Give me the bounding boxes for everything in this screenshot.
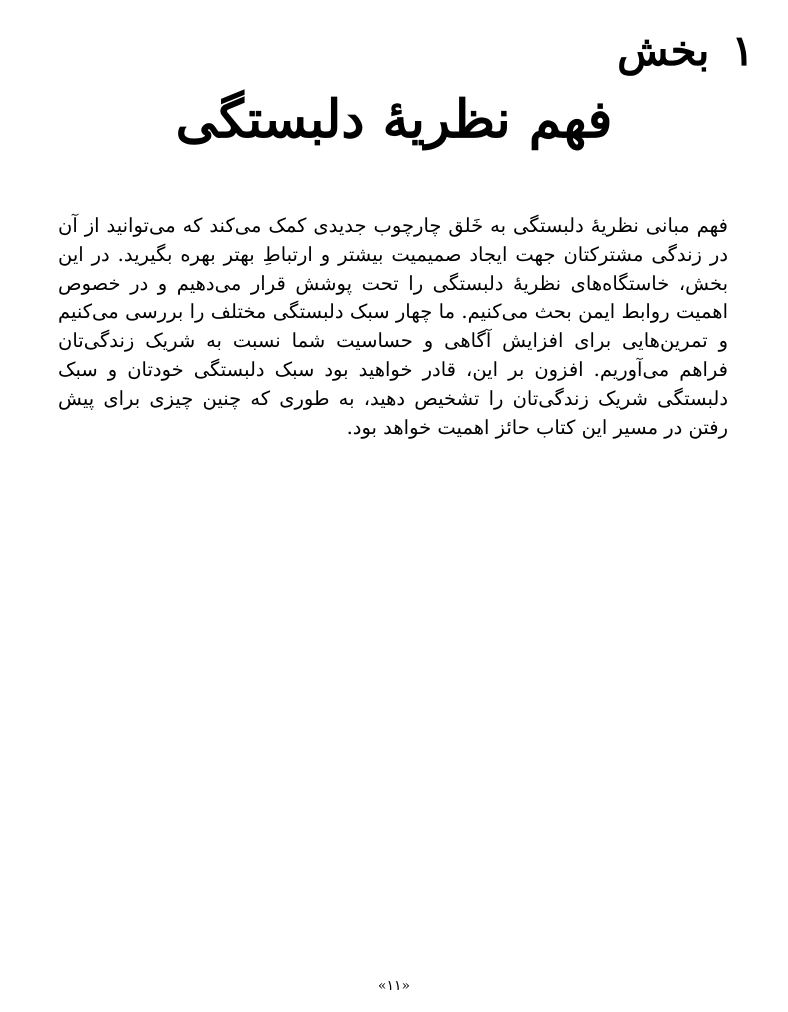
section-title: فهم نظریهٔ دلبستگی (175, 89, 613, 150)
chapter-heading (617, 26, 754, 76)
chapter-word: بخش (617, 26, 710, 75)
chapter-number: ۱ (731, 26, 754, 75)
page-number: «۱۱» (377, 978, 411, 994)
body-paragraph: فهم مبانی نظریهٔ دلبستگی به خَلق چارچوب جدیدی کمک می‌کند که می‌توانید از آن در زندگی مشترکتان جهت ایجاد صمیمیت بیشتر و ارتباطِ بهتر بهره بگیرید. در این بخش، خاستگاه‌های نظریهٔ دلبستگی را تحت پوشش قرار می‌دهیم و در خصوص اهمیت روابط ایمن بحث می‌کنیم. ما چهار سبک دلبستگی مختلف را بررسی می‌کنیم و تمرین‌هایی برای افزایش آگاهی و حساسیت شما نسبت به شریک زندگی‌تان فراهم می‌آوریم. افزون بر این، قادر خواهید بود سبک دلبستگی خودتان و سبک دلبستگی شریک زندگی‌تان را تشخیص دهید، به طوری که چنین چیزی برای پیش رفتن در مسیر این کتاب حائز اهمیت خواهد بود. (58, 214, 728, 439)
